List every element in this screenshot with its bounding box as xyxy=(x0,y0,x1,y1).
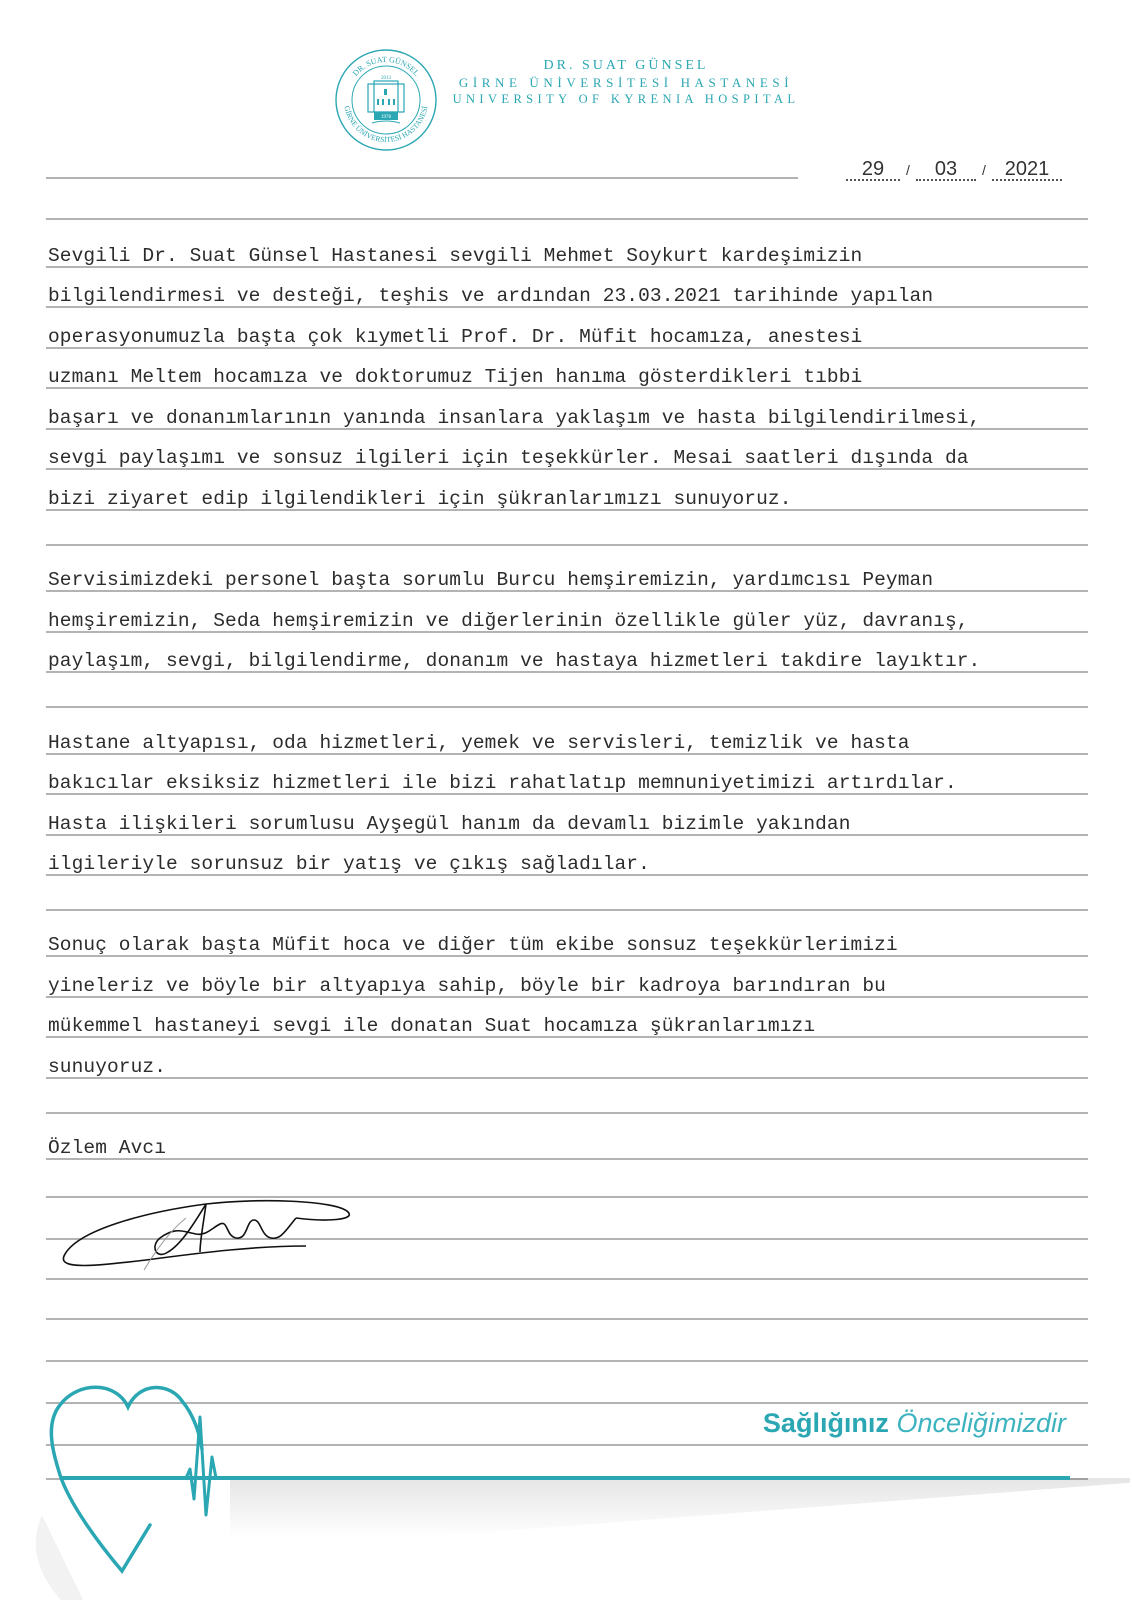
letter-line: sunuyoruz. xyxy=(48,1056,167,1078)
date-day: 29 xyxy=(846,159,900,181)
letter-line: başarı ve donanımlarının yanında insanlara yaklaşım ve hasta bilgilendirilmesi, xyxy=(48,407,981,429)
hospital-seal-logo xyxy=(334,48,438,152)
letter-line: mükemmel hastaneyi sevgi ile donatan Suat hocamıza şükranlarımızı xyxy=(48,1015,816,1037)
ruled-line xyxy=(46,1112,1088,1114)
date-separator: / xyxy=(906,162,910,178)
slogan-light: Önceliğimizdir xyxy=(896,1408,1066,1438)
slogan-bold: Sağlığınız xyxy=(762,1408,889,1438)
letter-line: uzmanı Meltem hocamıza ve doktorumuz Tijen hanıma gösterdikleri tıbbi xyxy=(48,366,863,388)
letter-line: bizi ziyaret edip ilgilendikleri için şükranlarımızı sunuyoruz. xyxy=(48,488,792,510)
svg-text:2013: 2013 xyxy=(381,76,391,81)
letter-line: Hasta ilişkileri sorumlusu Ayşegül hanım da devamlı bizimle yakından xyxy=(48,813,851,835)
letter-line: Servisimizdeki personel başta sorumlu Burcu hemşiremizin, yardımcısı Peyman xyxy=(48,569,934,591)
letter-line: yineleriz ve böyle bir altyapıya sahip, böyle bir kadroya barındıran bu xyxy=(48,975,886,997)
letter-line: bakıcılar eksiksiz hizmetleri ile bizi rahatlatıp memnuniyetimizi artırdılar. xyxy=(48,772,957,794)
letter-line: hemşiremizin, Seda hemşiremizin ve diğerlerinin özellikle güler yüz, davranış, xyxy=(48,610,969,632)
ruled-line xyxy=(46,909,1088,911)
letter-line: Sevgili Dr. Suat Günsel Hastanesi sevgili Mehmet Soykurt kardeşimizin xyxy=(48,245,863,267)
org-line-2: GİRNE ÜNİVERSİTESİ HASTANESİ xyxy=(458,75,794,90)
ruled-line xyxy=(46,706,1088,708)
heart-ekg-icon xyxy=(20,1375,280,1600)
letter-line: operasyonumuzla başta çok kıymetli Prof. Dr. Müfit hocamıza, anestesi xyxy=(48,326,863,348)
signer-name: Özlem Avcı xyxy=(48,1137,167,1159)
footer-ekg-line xyxy=(60,1476,1070,1480)
ruled-line xyxy=(46,1077,1088,1079)
svg-text:GİRNE ÜNİVERSİTESİ HASTANESİ: GİRNE ÜNİVERSİTESİ HASTANESİ xyxy=(342,104,430,145)
ruled-line xyxy=(46,1318,1088,1320)
date-month: 03 xyxy=(916,159,976,181)
ruled-line xyxy=(46,1158,1088,1160)
svg-text:1978: 1978 xyxy=(381,115,391,120)
org-line-3: UNIVERSITY OF KYRENIA HOSPITAL xyxy=(452,92,800,106)
ruled-line xyxy=(820,177,1088,179)
letter-line: bilgilendirmesi ve desteği, teşhis ve ardından 23.03.2021 tarihinde yapılan xyxy=(48,285,934,307)
ruled-line xyxy=(46,1360,1088,1362)
footer-shadow xyxy=(230,1478,1130,1538)
org-line-1: DR. SUAT GÜNSEL xyxy=(543,58,709,73)
letter-line: ilgileriyle sorunsuz bir yatış ve çıkış sağladılar. xyxy=(48,853,650,875)
letter-line: Sonuç olarak başta Müfit hoca ve diğer tüm ekibe sonsuz teşekkürlerimizi xyxy=(48,934,898,956)
date-year: 2021 xyxy=(992,159,1062,181)
ruled-line xyxy=(46,544,1088,546)
letter-line: Hastane altyapısı, oda hizmetleri, yemek ve servisleri, temizlik ve hasta xyxy=(48,732,910,754)
letter-line: sevgi paylaşımı ve sonsuz ilgileri için teşekkürler. Mesai saatleri dışında da xyxy=(48,447,969,469)
handwritten-signature xyxy=(56,1190,376,1280)
ruled-line xyxy=(46,177,798,179)
ruled-line xyxy=(46,218,1088,220)
letter-line: paylaşım, sevgi, bilgilendirme, donanım ve hastaya hizmetleri takdire layıktır. xyxy=(48,650,981,672)
slogan xyxy=(763,1408,1066,1439)
hospital-name-block xyxy=(446,58,806,108)
svg-text:DR. SUAT GÜNSEL: DR. SUAT GÜNSEL xyxy=(350,54,422,78)
date-separator: / xyxy=(982,162,986,178)
